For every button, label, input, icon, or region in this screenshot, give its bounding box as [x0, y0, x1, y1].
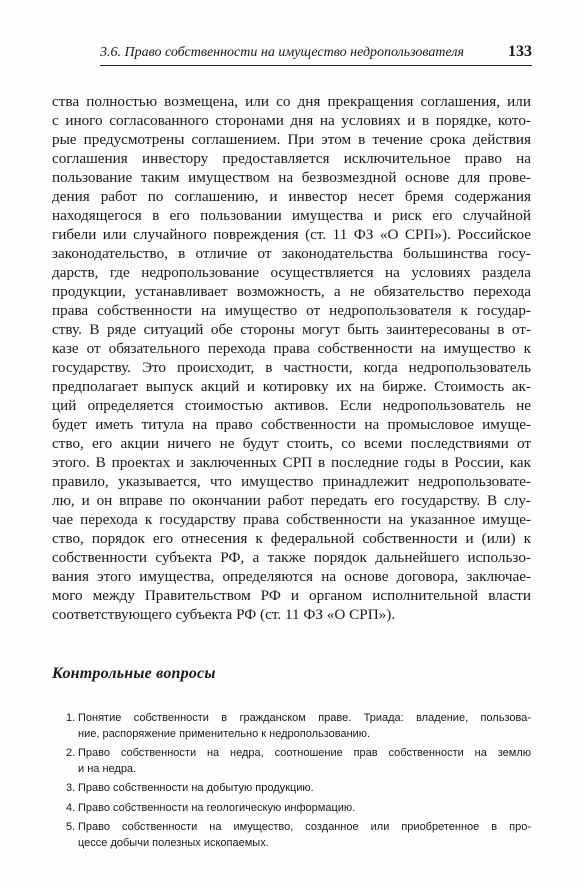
body-line: государству. Это происходит, в частности, когда недропользователь: [52, 359, 531, 376]
body-line: законодательство, в отличие от законодательства большинства госу-: [52, 245, 531, 262]
page-number: 133: [508, 43, 532, 60]
question-item: [52, 711, 531, 742]
body-line: продукции, устанавливает возможность, а не обязательство перехода: [52, 283, 531, 300]
question-text: Право собственности на геологическую информацию.: [78, 801, 356, 814]
body-line: соглашения инвестору предоставляется исключительное право на: [52, 150, 531, 167]
review-questions-list: [52, 711, 531, 855]
body-text: [52, 92, 531, 624]
body-line: предполагает выпуск акций и котировку их на бирже. Стоимость ак-: [52, 378, 531, 395]
body-line: вания этого имущества, определяются на основе договора, заключае-: [52, 568, 531, 585]
body-line: этого. В проектах и заключенных СРП в последние годы в России, как: [52, 454, 531, 471]
body-line: дарств, где недропользование осуществляется на условиях раздела: [52, 264, 531, 281]
question-item: [52, 820, 531, 851]
question-text: Право собственности на имущество, созданное или приобретенное в про-: [78, 821, 531, 833]
body-line: чае перехода к государству права собственности на указанное имуще-: [52, 511, 531, 528]
question-item: [52, 746, 531, 777]
section-heading: Контрольные вопросы: [52, 665, 216, 682]
question-number: 2.: [66, 747, 76, 759]
question-number: 3.: [66, 782, 76, 794]
body-line: рые предусмотрены соглашением. При этом в течение срока действия: [52, 131, 531, 148]
body-line: с иного согласованного сторонами дня на условиях и в порядке, кото-: [52, 112, 531, 129]
body-line: находящегося в его пользовании имущества и риск его случайной: [52, 207, 531, 224]
body-line: дения работ по соглашению, и инвестор несет бремя содержания: [52, 188, 531, 205]
body-line: собственности субъекта РФ, а также порядок дальнейшего использо-: [52, 549, 531, 566]
body-line: ство, его акции ничего не будут стоить, со всеми последствиями от: [52, 435, 531, 452]
question-text: Право собственности на добытую продукцию.: [78, 782, 314, 794]
question-number: 4.: [66, 801, 76, 814]
running-title: 3.6. Право собственности на имущество недропользователя: [100, 45, 464, 60]
question-text: Право собственности на недра, соотношение прав собственности на землю: [78, 747, 531, 759]
body-line: казе от обязательного перехода права собственности на имущество к: [52, 340, 531, 357]
body-line: права собственности на имущество от недропользователя к государ-: [52, 302, 531, 319]
question-number: 5.: [66, 821, 76, 833]
question-number: 1.: [66, 712, 76, 724]
question-text: ние, распоряжение применительно к недропользованию.: [78, 727, 371, 740]
body-line: будет иметь титула на право собственности на промысловое имуще-: [52, 416, 531, 433]
body-line: ций определяется стоимостью активов. Если недропользователь не: [52, 397, 531, 414]
running-head: [100, 41, 532, 66]
question-text: цессе добычи полезных ископаемых.: [78, 836, 269, 849]
question-item: [52, 781, 531, 797]
body-line: соответствующего субъекта РФ (ст. 11 ФЗ «О СРП»).: [52, 606, 396, 623]
body-line: мого между Правительством РФ и органом исполнительной власти: [52, 587, 531, 604]
body-line: ству. В ряде ситуаций обе стороны могут быть заинтересованы в от-: [52, 321, 531, 338]
question-item: [52, 801, 531, 817]
body-line: правило, указывается, что имущество принадлежит недропользовате-: [52, 473, 531, 490]
question-text: Понятие собственности в гражданском праве. Триада: владение, пользова-: [78, 712, 531, 724]
question-text: и на недра.: [78, 762, 137, 775]
body-line: пользование таким имуществом на безвозмездной основе для прове-: [52, 169, 531, 186]
body-line: ства полностью возмещена, или со дня прекращения соглашения, или: [52, 93, 531, 110]
body-line: лю, и он вправе по окончании работ передать его государству. В слу-: [52, 492, 531, 509]
body-line: гибели или случайного повреждения (ст. 11 ФЗ «О СРП»). Российское: [52, 226, 531, 243]
body-line: ство, порядок его отнесения к федеральной собственности и (или) к: [52, 530, 531, 547]
